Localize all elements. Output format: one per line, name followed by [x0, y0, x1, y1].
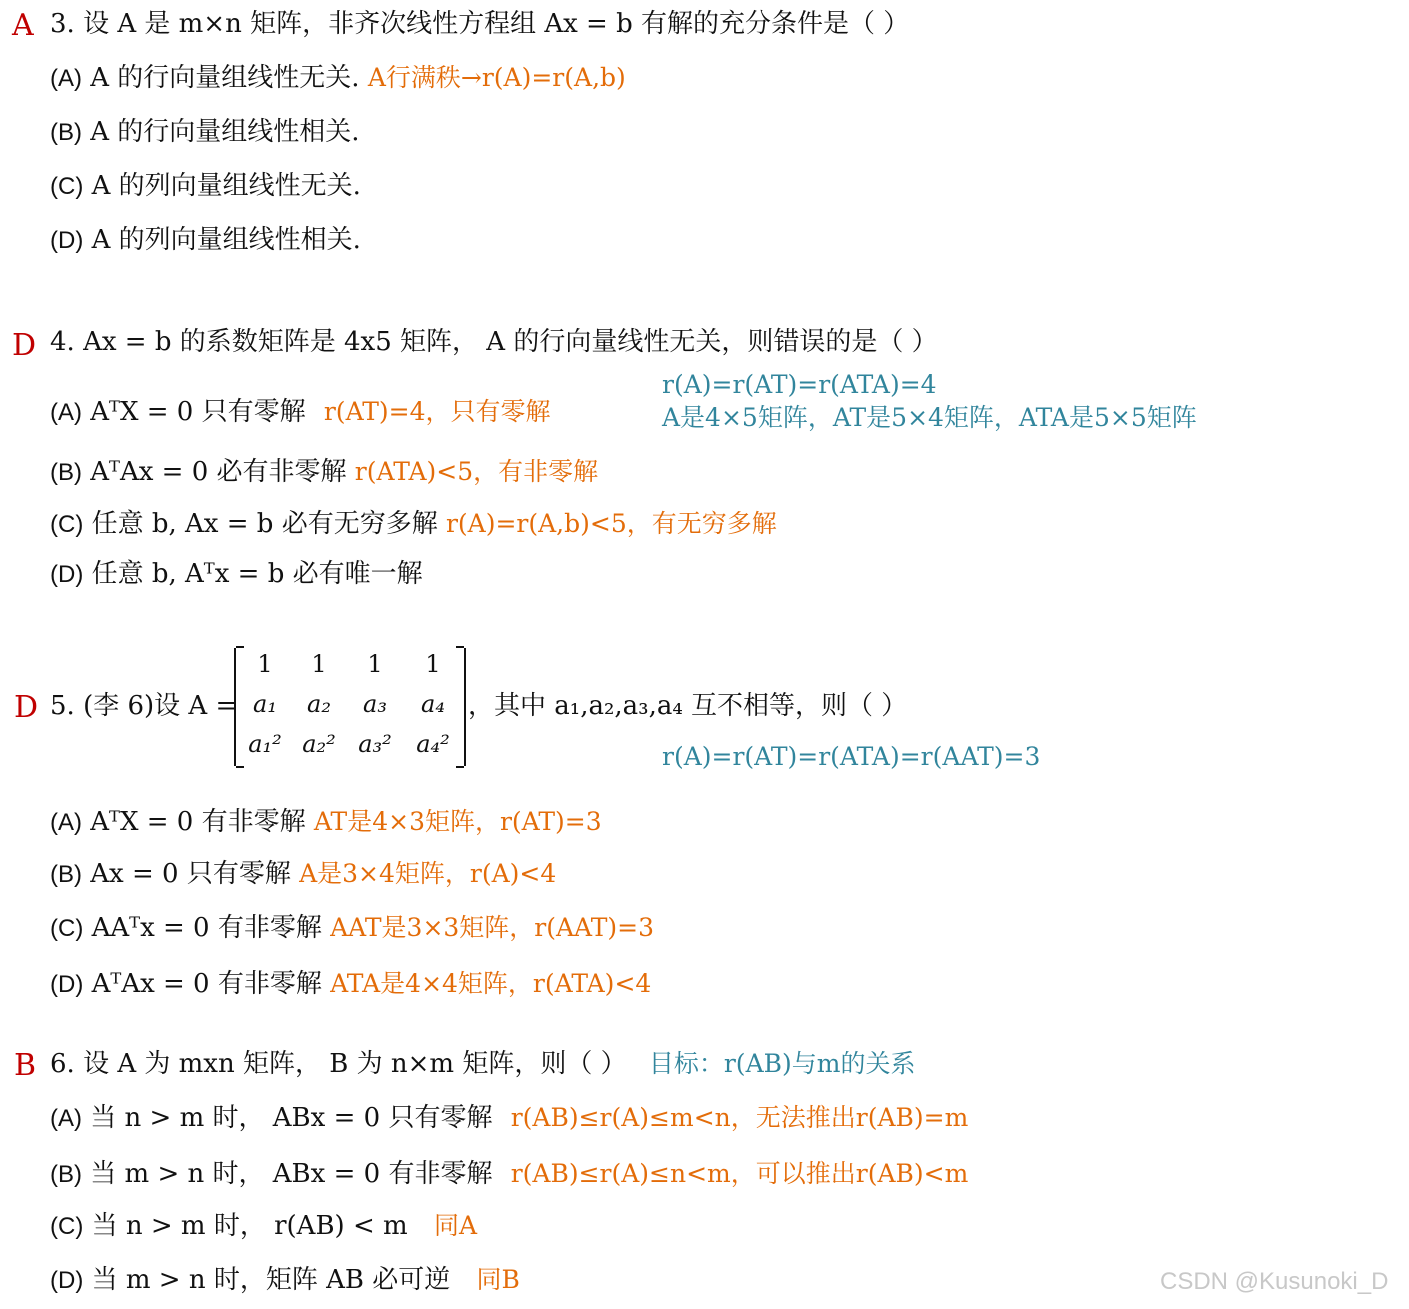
option-label: (A) — [50, 809, 82, 836]
matrix-cell: a₂² — [302, 730, 336, 758]
option-label: (B) — [50, 1161, 82, 1188]
question-4-stem: 4. Ax = b 的系数矩阵是 4x5 矩阵， A 的行向量线性无关，则错误的是（ ） — [50, 327, 938, 357]
option-label: (D) — [50, 971, 84, 998]
matrix-cell: a₄ — [421, 690, 445, 718]
annotation-note: 同B — [476, 1265, 520, 1294]
option-text: A 的行向量组线性相关. — [90, 117, 360, 147]
q5-option-b — [50, 858, 556, 891]
option-text: 当 m > n 时，矩阵 AB 必可逆 — [91, 1265, 451, 1295]
answer-mark-q3: A — [12, 8, 34, 43]
option-label: (B) — [50, 459, 82, 486]
option-text: AAᵀx = 0 有非零解 — [91, 913, 322, 943]
option-text: AᵀX = 0 只有零解 — [90, 397, 306, 427]
option-label: (D) — [50, 561, 84, 588]
annotation-note: ATA是4×4矩阵，r(ATA)<4 — [330, 969, 652, 998]
watermark: CSDN @Kusunoki_D — [1160, 1268, 1389, 1295]
option-text: A 的列向量组线性无关. — [91, 171, 361, 201]
matrix-cell: a₁ — [253, 690, 277, 718]
option-text: A 的行向量组线性无关. — [90, 63, 360, 93]
matrix-cell: a₄² — [416, 730, 450, 758]
option-text: 任意 b, Aᵀx = b 必有唯一解 — [91, 559, 423, 589]
matrix-cell: a₃² — [358, 730, 392, 758]
option-label: (A) — [50, 1105, 82, 1132]
option-text: 当 m > n 时， ABx = 0 有非零解 — [90, 1159, 493, 1189]
option-label: (C) — [50, 915, 84, 942]
annotation-note: r(ATA)<5，有非零解 — [354, 457, 599, 486]
q4-side-note-1: r(A)=r(AT)=r(ATA)=4 — [662, 370, 937, 399]
option-label: (A) — [50, 65, 82, 92]
matrix-cell: 1 — [257, 650, 273, 678]
annotation-note: A是3×4矩阵，r(A)<4 — [299, 859, 557, 888]
q6-option-c — [50, 1210, 477, 1243]
q4-option-a — [50, 396, 551, 429]
annotation-note: r(AB)≤r(A)≤m<n，无法推出r(AB)=m — [510, 1103, 969, 1132]
q6-option-a — [50, 1102, 968, 1135]
q4-option-c — [50, 508, 777, 541]
q5-option-d — [50, 968, 651, 1001]
matrix-a — [234, 648, 466, 766]
question-5-stem-suffix: ，其中 a₁,a₂,a₃,a₄ 互不相等，则（ ） — [468, 691, 908, 721]
matrix-cell: a₂ — [307, 690, 331, 718]
option-label: (B) — [50, 861, 82, 888]
answer-mark-q4: D — [12, 328, 37, 363]
matrix-cell: a₁² — [248, 730, 282, 758]
q6-goal-note: 目标：r(AB)与m的关系 — [648, 1049, 916, 1078]
question-5-stem-prefix: 5. (李 6)设 A = — [50, 691, 238, 721]
q4-option-b — [50, 456, 598, 489]
q5-side-note: r(A)=r(AT)=r(ATA)=r(AAT)=3 — [662, 742, 1041, 771]
option-text: A 的列向量组线性相关. — [91, 225, 361, 255]
q3-option-d — [50, 224, 361, 257]
q3-option-c — [50, 170, 361, 203]
matrix-cell: 1 — [367, 650, 383, 678]
q4-option-d — [50, 558, 423, 591]
annotation-note: r(A)=r(A,b)<5，有无穷多解 — [445, 509, 777, 538]
q6-option-b — [50, 1158, 968, 1191]
q6-option-d — [50, 1264, 520, 1297]
q3-option-b — [50, 116, 360, 149]
annotation-note: r(AT)=4，只有零解 — [323, 397, 551, 426]
matrix-cell: 1 — [311, 650, 327, 678]
annotation-note: A行满秩→r(A)=r(A,b) — [367, 63, 626, 92]
option-text: AᵀAx = 0 必有非零解 — [90, 457, 347, 487]
question-3-stem: 3. 设 A 是 m×n 矩阵，非齐次线性方程组 Ax = b 有解的充分条件是（ ） — [50, 9, 910, 39]
annotation-note: 同A — [433, 1211, 477, 1240]
option-label: (C) — [50, 173, 84, 200]
option-label: (D) — [50, 227, 84, 254]
matrix-cell: 1 — [425, 650, 441, 678]
q3-option-a — [50, 62, 626, 95]
annotation-note: AAT是3×3矩阵，r(AAT)=3 — [330, 913, 655, 942]
question-6-stem-text: 6. 设 A 为 mxn 矩阵， B 为 n×m 矩阵，则（ ） — [50, 1049, 627, 1079]
annotation-note: r(AB)≤r(A)≤n<m，可以推出r(AB)<m — [510, 1159, 969, 1188]
q5-option-a — [50, 806, 602, 839]
option-text: 任意 b, Ax = b 必有无穷多解 — [91, 509, 438, 539]
option-text: 当 n > m 时， ABx = 0 只有零解 — [90, 1103, 493, 1133]
option-text: Ax = 0 只有零解 — [90, 859, 291, 889]
option-label: (D) — [50, 1267, 84, 1294]
option-text: AᵀAx = 0 有非零解 — [91, 969, 322, 999]
annotation-note: AT是4×3矩阵，r(AT)=3 — [313, 807, 602, 836]
option-text: AᵀX = 0 有非零解 — [90, 807, 306, 837]
option-label: (A) — [50, 399, 82, 426]
answer-mark-q5: D — [14, 690, 39, 725]
answer-mark-q6: B — [14, 1048, 37, 1083]
matrix-cell: a₃ — [363, 690, 387, 718]
question-6-stem — [50, 1048, 915, 1080]
option-label: (C) — [50, 1213, 84, 1240]
option-text: 当 n > m 时， r(AB) < m — [91, 1211, 408, 1241]
option-label: (B) — [50, 119, 82, 146]
q5-option-c — [50, 912, 654, 945]
option-label: (C) — [50, 511, 84, 538]
q4-side-note-2: A是4×5矩阵，AT是5×4矩阵，ATA是5×5矩阵 — [662, 403, 1197, 432]
